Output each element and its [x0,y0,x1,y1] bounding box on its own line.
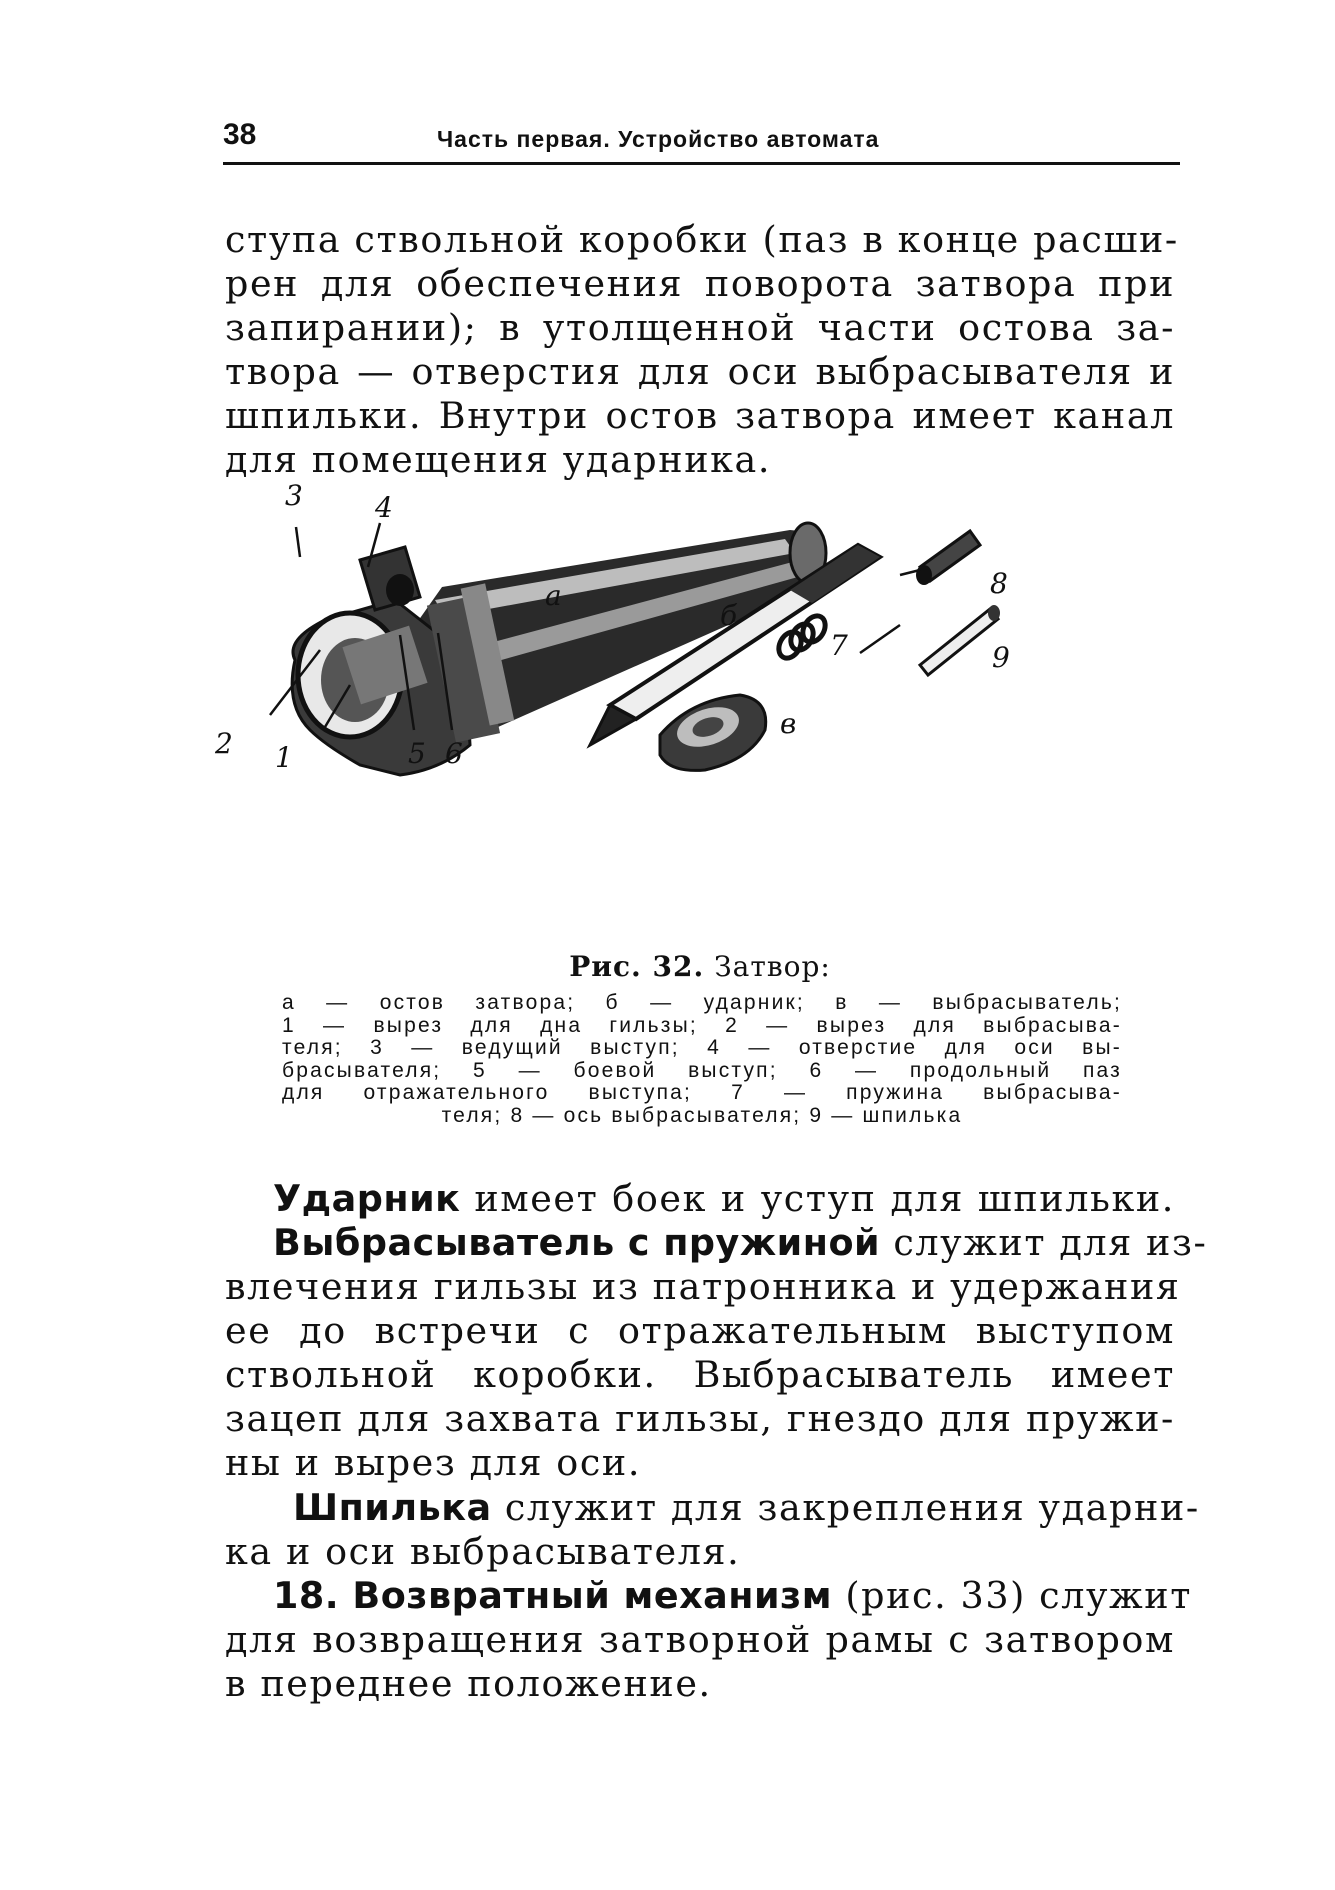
caption-line: а — остов затвора; б — ударник; в — выбрасыватель; [282,991,1122,1014]
figure-title: Затвор: [714,950,831,983]
section-term: Возвратный механизм [352,1574,833,1617]
label-5: 5 [408,737,426,770]
running-title: Часть первая. Устройство автомата [437,126,880,152]
pin-first-text: служит для закрепления ударни- [504,1486,1200,1529]
label-v: в [780,707,797,740]
pin-line: ка и оси выбрасывателя. [225,1530,741,1573]
striker-line [225,1177,1175,1221]
intro-line: для помещения ударника. [225,438,772,481]
ejector-axis-drawing [916,531,980,585]
figure-caption-legend [282,992,1122,1127]
label-a: а [545,579,562,612]
ejector-term: Выбрасыватель с пружиной [273,1221,881,1264]
label-1: 1 [275,741,293,774]
pin-drawing [920,605,1000,675]
running-head [223,118,1180,168]
striker-term: Ударник [273,1177,461,1220]
striker-text: имеет боек и уступ для шпильки. [474,1177,1175,1220]
label-6: 6 [445,737,463,770]
bolt-figure [215,479,1170,915]
ejector-first-line [225,1221,1208,1265]
section-first-text: (рис. 33) служит [845,1574,1192,1617]
caption-line: для отражательного выступа; 7 — пружина выбрасыва- [282,1081,1122,1104]
ejector-line: влечения гильзы из патронника и удержания [225,1265,1181,1308]
pin-term: Шпилька [293,1486,492,1529]
intro-paragraph [225,218,1179,482]
header-rule [223,162,1180,165]
label-8: 8 [990,567,1008,600]
ejector-line: ствольной коробки. Выбрасыватель имеет [225,1353,1175,1396]
section-18-paragraph [225,1574,1192,1706]
caption-line: брасывателя; 5 — боевой выступ; 6 — продольный паз [282,1058,1122,1082]
ejector-first-text: служит для из- [893,1221,1208,1264]
pin-paragraph [225,1486,1200,1574]
label-7: 7 [830,629,848,662]
figure-caption-title [225,950,1175,983]
caption-line: 1 — вырез для дна гильзы; 2 — вырез для выбрасыва- [282,1013,1122,1037]
intro-line: ступа ствольной коробки (паз в конце расши- [225,218,1179,261]
label-4: 4 [375,491,393,524]
caption-line: теля; 3 — ведущий выступ; 4 — отверстие для оси вы- [282,1036,1122,1059]
section-line: в переднее положение. [225,1662,712,1705]
intro-line: запирании); в утолщенной части остова за- [225,306,1175,349]
bolt-illustration [215,479,1170,915]
label-b: б [720,599,738,632]
striker-paragraph [225,1177,1175,1221]
label-3: 3 [285,479,303,512]
ejector-paragraph [225,1221,1208,1485]
pin-first-line [225,1486,1200,1530]
ejector-drawing [660,695,766,770]
section-18-first-line [225,1574,1192,1618]
label-9: 9 [992,641,1010,674]
ejector-line: ее до встречи с отражательным выступом [225,1309,1175,1352]
ejector-line: ны и вырез для оси. [225,1441,642,1484]
figure-number: Рис. 32. [569,950,705,983]
section-number: 18. [273,1574,340,1617]
intro-line: рен для обеспечения поворота затвора при [225,262,1175,305]
intro-line: шпильки. Внутри остов затвора имеет канал [225,394,1175,437]
ejector-line: зацеп для захвата гильзы, гнездо для пружи- [225,1397,1175,1440]
label-2: 2 [215,727,233,760]
intro-line: твора — отверстия для оси выбрасывателя и [225,350,1175,393]
section-line: для возвращения затворной рамы с затвором [225,1618,1175,1661]
caption-line: теля; 8 — ось выбрасывателя; 9 — шпилька [441,1103,963,1127]
page-number: 38 [223,118,257,151]
